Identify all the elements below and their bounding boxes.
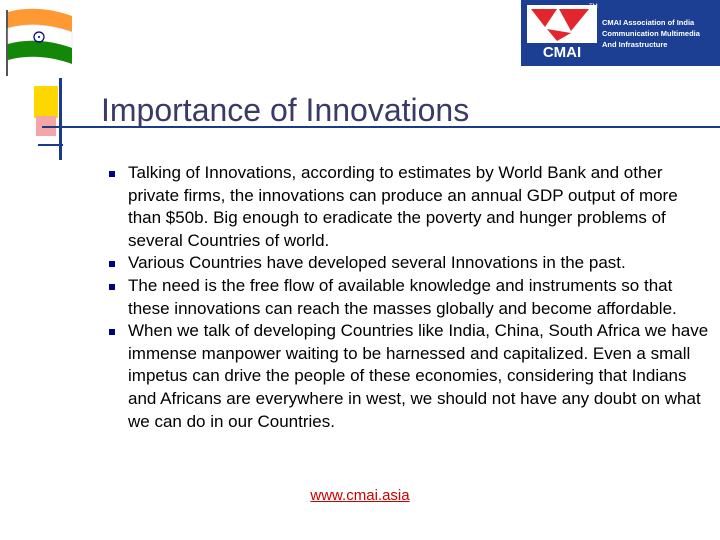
square-bullet-icon [109, 329, 115, 335]
decor-yellow-square [34, 86, 58, 118]
logo-line-2: Communication Multimedia [602, 29, 700, 38]
decor-short-rule [38, 144, 63, 146]
bullet-list [109, 162, 709, 433]
website-link[interactable]: www.cmai.asia [310, 487, 410, 504]
bullet-item [109, 252, 709, 275]
logo-organization-name [602, 17, 718, 50]
bullet-item [109, 320, 709, 433]
square-bullet-icon [109, 284, 115, 290]
square-bullet-icon [109, 171, 115, 177]
logo-line-3: And Infrastructure [602, 40, 668, 49]
bullet-text: Talking of Innovations, according to estimates by World Bank and other private firms, the innovations can produce an annual GDP output of more than $50b. Big enough to eradicate the poverty and hunger problems of several Countries of world. [128, 163, 678, 250]
bullet-text: Various Countries have developed several Innovations in the past. [128, 253, 626, 273]
logo-line-1: CMAI Association of India [602, 18, 695, 27]
bullet-item [109, 275, 709, 320]
cmai-logo [521, 0, 720, 66]
trademark-mark: TM [589, 4, 598, 10]
decor-vertical-rule [59, 78, 62, 160]
logo-emblem-text: CMAI [542, 44, 582, 61]
slide-title: Importance of Innovations [101, 92, 470, 128]
india-flag-icon [2, 6, 74, 76]
bullet-text: The need is the free flow of available knowledge and instruments so that these innovations can reach the masses globally and become affordable. [128, 275, 677, 318]
bullet-text: When we talk of developing Countries like India, China, South Africa we have immense manpower waiting to be harnessed and capitalized. Even a small impetus can drive the people of these economies, considering that Indians and Africans are everywhere in west, we should not have any doubt on what we can do in our Countries. [128, 321, 709, 431]
bullet-item [109, 162, 709, 252]
cmai-logo-icon [527, 5, 597, 61]
square-bullet-icon [109, 261, 115, 267]
